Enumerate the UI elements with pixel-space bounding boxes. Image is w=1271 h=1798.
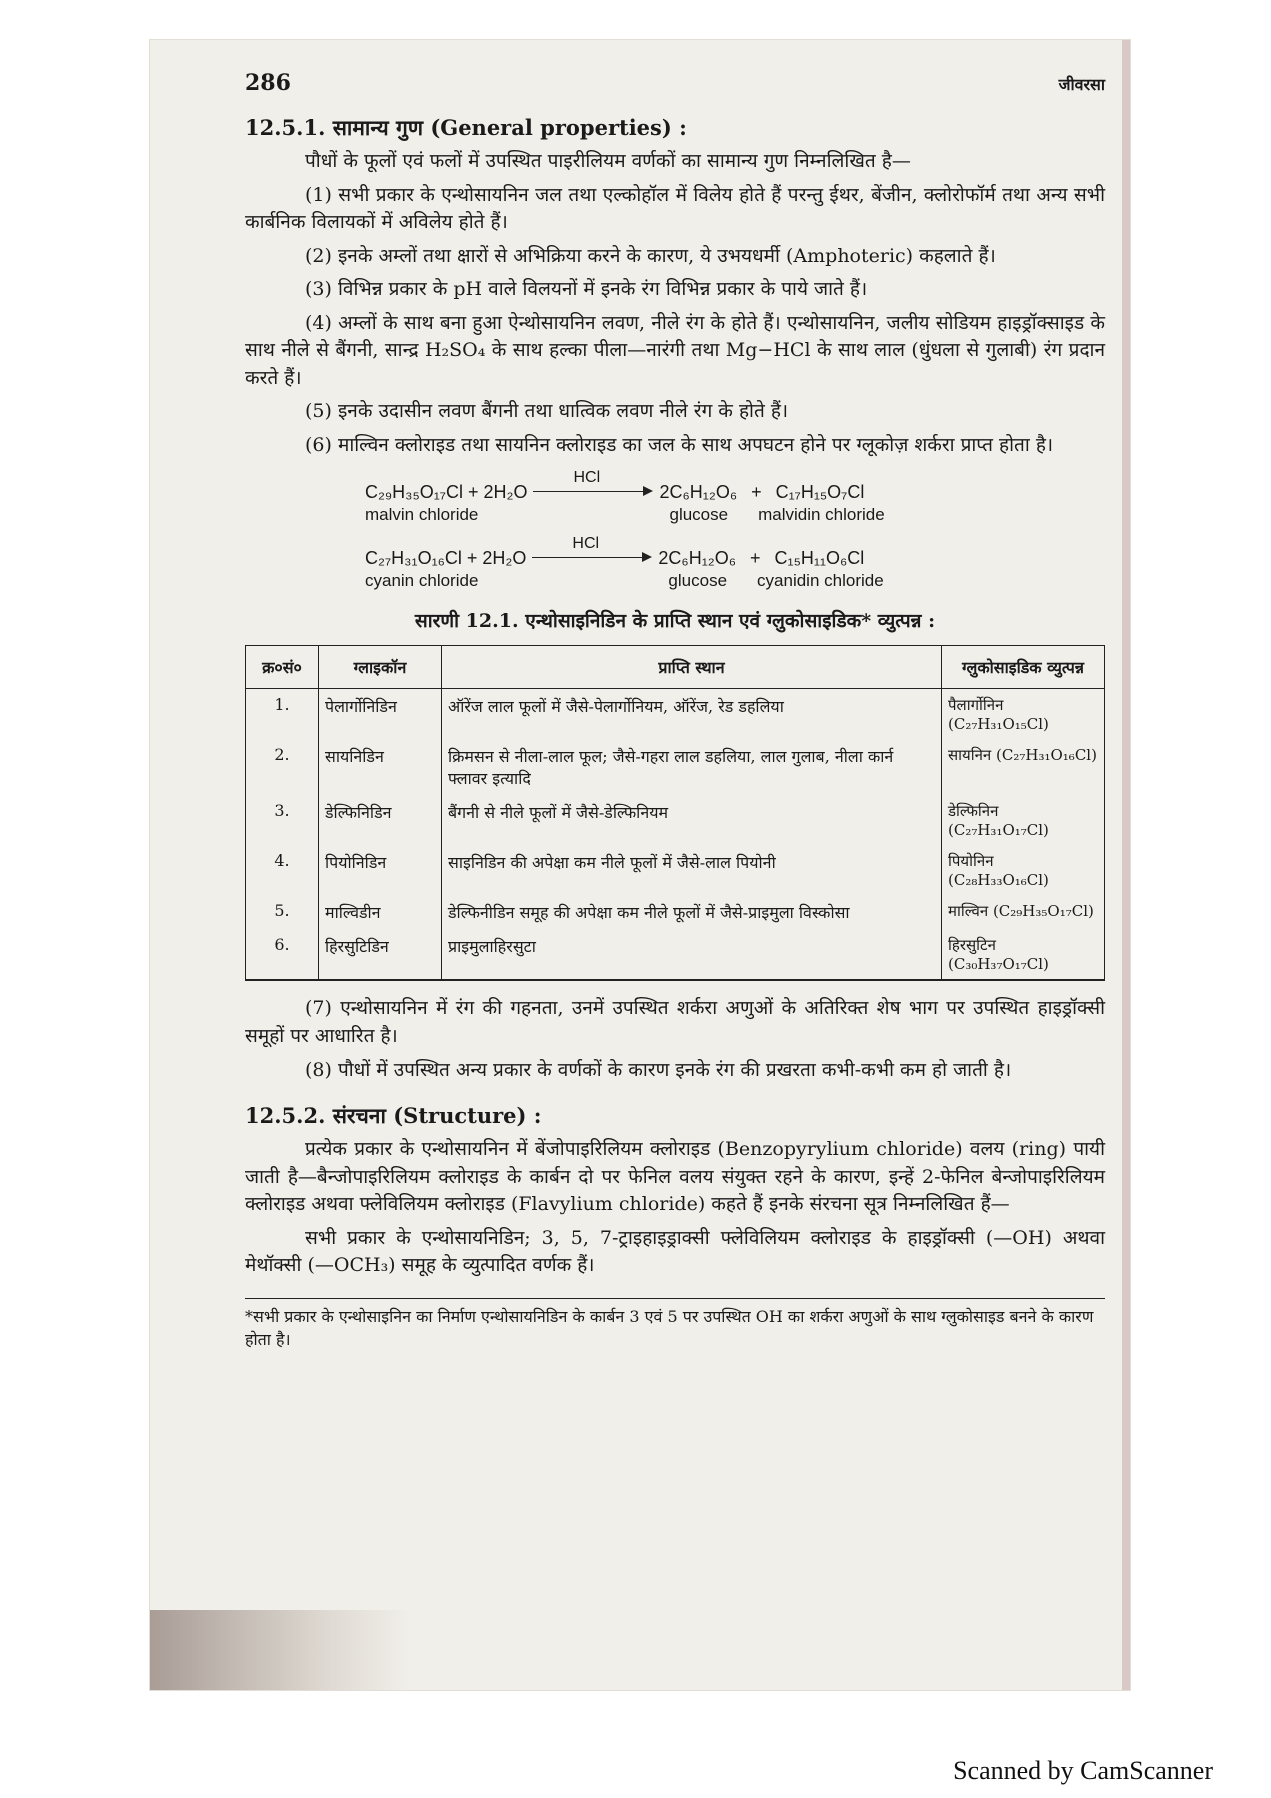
cell-derivative: माल्विन (C₂₉H₃₅O₁₇Cl) (942, 895, 1105, 929)
table-row (246, 795, 1105, 845)
product-label-1: glucose (668, 571, 728, 591)
cell-source: साइनिडिन की अपेक्षा कम नीले फूलों में जैसे-लाल पियोनी (442, 845, 942, 895)
column-header-serial: क्र०सं० (246, 646, 319, 689)
product-formula-2: C₁₅H₁₁O₆Cl (774, 548, 865, 569)
page-content (245, 70, 1105, 1351)
cell-aglycone: डेल्फिनिडिन (319, 795, 442, 845)
reactant-formula: C₂₇H₃₁O₁₆Cl + 2H₂O (365, 548, 527, 569)
cell-aglycone: पियोनिडिन (319, 845, 442, 895)
product-label-2: cyanidin chloride (757, 571, 884, 591)
cell-source: बैंगनी से नीले फूलों में जैसे-डेल्फिनियम (442, 795, 942, 845)
scanned-page (150, 40, 1130, 1690)
property-item-8: (8) पौधों में उपस्थित अन्य प्रकार के वर्णकों के कारण इनके रंग की प्रखरता कभी-कभी कम हो जाती है। (305, 1058, 1012, 1081)
table-caption: सारणी 12.1. एन्थोसाइनिडिन के प्राप्ति स्थान एवं ग्लुकोसाइडिक* व्युत्पन्न : (414, 610, 936, 633)
footnote: *सभी प्रकार के एन्थोसाइनिन का निर्माण एन्थोसायनिडिन के कार्बन 3 एवं 5 पर उपस्थित OH का शर्करा अणुओं के साथ ग्लुकोसाइड बनने के कारण होता है। (245, 1306, 1094, 1350)
cell-serial: 4. (246, 845, 319, 895)
product-block (659, 482, 884, 525)
table-row (246, 845, 1105, 895)
cell-aglycone: सायनिडिन (319, 739, 442, 795)
column-header-glucosidic-derivative: ग्लुकोसाइडिक व्युत्पन्न (942, 646, 1105, 689)
running-head: जीवरसा (1058, 75, 1105, 94)
cell-aglycone: पेलार्गोनिडिन (319, 689, 442, 740)
property-item-5: (5) इनके उदासीन लवण बैंगनी तथा धात्विक लवण नीले रंग के होते हैं। (305, 400, 789, 423)
reactant-label: malvin chloride (365, 505, 479, 525)
reaction-malvin (365, 469, 1105, 525)
cell-source: डेल्फिनीडिन समूह की अपेक्षा कम नीले फूलों में जैसे-प्राइमुला विस्कोसा (442, 895, 942, 929)
page-number: 286 (245, 70, 291, 96)
section-intro: पौधों के फूलों एवं फलों में उपस्थित पाइरीलियम वर्णकों का सामान्य गुण निम्नलिखित है— (305, 150, 911, 172)
product-formula-2: C₁₇H₁₅O₇Cl (775, 482, 865, 503)
page-edge-shadow (1122, 40, 1130, 1690)
property-item-7: (7) एन्थोसायनिन में रंग की गहनता, उनमें उपस्थित शर्करा अणुओं के अतिरिक्त शेष भाग पर उपस्थित हाइड्रॉक्सी समूहों पर आधारित है। (245, 997, 1105, 1048)
table-header-row (246, 646, 1105, 689)
anthocyanidin-table (245, 645, 1105, 981)
reactant-label: cyanin chloride (365, 571, 479, 591)
section-heading-structure: 12.5.2. संरचना (Structure) : (245, 1103, 542, 1129)
cell-source: ऑरेंज लाल फूलों में जैसे-पेलार्गोनियम, ऑरेंज, रेड डहलिया (442, 689, 942, 740)
cell-serial: 6. (246, 929, 319, 980)
reaction-arrow-icon (533, 469, 653, 499)
column-header-aglycone: ग्लाइकॉन (319, 646, 442, 689)
column-header-source: प्राप्ति स्थान (442, 646, 942, 689)
structure-paragraph-2: सभी प्रकार के एन्थोसायनिडिन; 3, 5, 7-ट्राइहाइड्राक्सी फ्लेविलियम क्लोराइड के हाइड्रॉक्सी (—OH) अथवा मेथॉक्सी (—OCH₃) समूह के व्युत्पादित वर्णक हैं। (245, 1226, 1105, 1277)
cell-derivative: डेल्फिनिन (C₂₇H₃₁O₁₇Cl) (942, 795, 1105, 845)
cell-serial: 3. (246, 795, 319, 845)
property-item-6: (6) माल्विन क्लोराइड तथा सायनिन क्लोराइड का जल के साथ अपघटन होने पर ग्लूकोज़ शर्करा प्राप्त होता है। (305, 433, 1054, 456)
table-row (246, 895, 1105, 929)
cell-derivative: पियोनिन (C₂₈H₃₃O₁₆Cl) (942, 845, 1105, 895)
product-formula-1: 2C₆H₁₂O₆ (659, 482, 738, 503)
reactant-block (365, 482, 527, 525)
cell-derivative: हिरसुटिन (C₃₀H₃₇O₁₇Cl) (942, 929, 1105, 980)
reaction-cyanin (365, 535, 1105, 591)
section-heading-general-properties: 12.5.1. सामान्य गुण (General properties) : (245, 115, 687, 140)
page-header (245, 70, 1105, 96)
structure-paragraph-1: प्रत्येक प्रकार के एन्थोसायनिन में बेंजोपाइरिलियम क्लोराइड (Benzopyrylium chloride) वलय (ring) पायी जाती है—बैन्जोपाइरिलियम क्लोराइड के कार्बन दो पर फेनिल वलय संयुक्त रहने के कारण, इन्हें 2-फेनिल बेन्जोपाइरिलियम क्लोराइड अथवा फ्लेविलियम क्लोराइड (Flavylium chloride) कहते हैं इनके संरचना सूत्र निम्नलिखित हैं— (245, 1138, 1105, 1216)
plus-sign: + (751, 482, 762, 503)
table-row (246, 689, 1105, 740)
cell-derivative: पैलार्गोनिन (C₂₇H₃₁O₁₅Cl) (942, 689, 1105, 740)
cell-aglycone: माल्विडीन (319, 895, 442, 929)
reaction-arrow-icon (532, 535, 652, 565)
property-item-2: (2) इनके अम्लों तथा क्षारों से अभिक्रिया करने के कारण, ये उभयधर्मी (Amphoteric) कहलाते हैं। (305, 244, 996, 267)
reactant-block (365, 548, 526, 591)
product-formula-1: 2C₆H₁₂O₆ (658, 548, 737, 569)
cell-source: क्रिमसन से नीला-लाल फूल; जैसे-गहरा लाल डहलिया, लाल गुलाब, नीला कार्न फ्लावर इत्यादि (442, 739, 942, 795)
cell-serial: 2. (246, 739, 319, 795)
cell-serial: 5. (246, 895, 319, 929)
footnote-divider (245, 1298, 1105, 1299)
table-row (246, 739, 1105, 795)
thumb-shadow (150, 1610, 410, 1690)
cell-aglycone: हिरसुटिडिन (319, 929, 442, 980)
product-block (658, 548, 883, 591)
property-item-3: (3) विभिन्न प्रकार के pH वाले विलयनों में इनके रंग विभिन्न प्रकार के पाये जाते हैं। (305, 278, 868, 301)
product-label-2: malvidin chloride (758, 505, 885, 525)
property-item-4: (4) अम्लों के साथ बना हुआ ऐन्थोसायनिन लवण, नीले रंग के होते हैं। एन्थोसायनिन, जलीय सोडियम हाइड्रॉक्साइड के साथ नीले से बैंगनी, सान्द्र H₂SO₄ के साथ हल्का पीला—नारंगी तथा Mg−HCl के साथ लाल (धुंधला से गुलाबी) रंग प्रदान करते हैं। (245, 311, 1105, 389)
product-label-1: glucose (669, 505, 729, 525)
catalyst-label: HCl (572, 535, 600, 553)
cell-source: प्राइमुलाहिरसुटा (442, 929, 942, 980)
reaction-equations (365, 469, 1105, 591)
cell-serial: 1. (246, 689, 319, 740)
reactant-formula: C₂₉H₃₅O₁₇Cl + 2H₂O (365, 482, 528, 503)
scanner-watermark: Scanned by CamScanner (953, 1756, 1213, 1785)
table-row (246, 929, 1105, 980)
plus-sign: + (750, 548, 761, 569)
property-item-1: (1) सभी प्रकार के एन्थोसायनिन जल तथा एल्कोहॉल में विलेय होते हैं परन्तु ईथर, बेंजीन, क्लोरोफॉर्म तथा अन्य सभी कार्बनिक विलायकों में अविलेय होते हैं। (245, 183, 1105, 234)
catalyst-label: HCl (573, 469, 601, 487)
cell-derivative: सायनिन (C₂₇H₃₁O₁₆Cl) (942, 739, 1105, 795)
